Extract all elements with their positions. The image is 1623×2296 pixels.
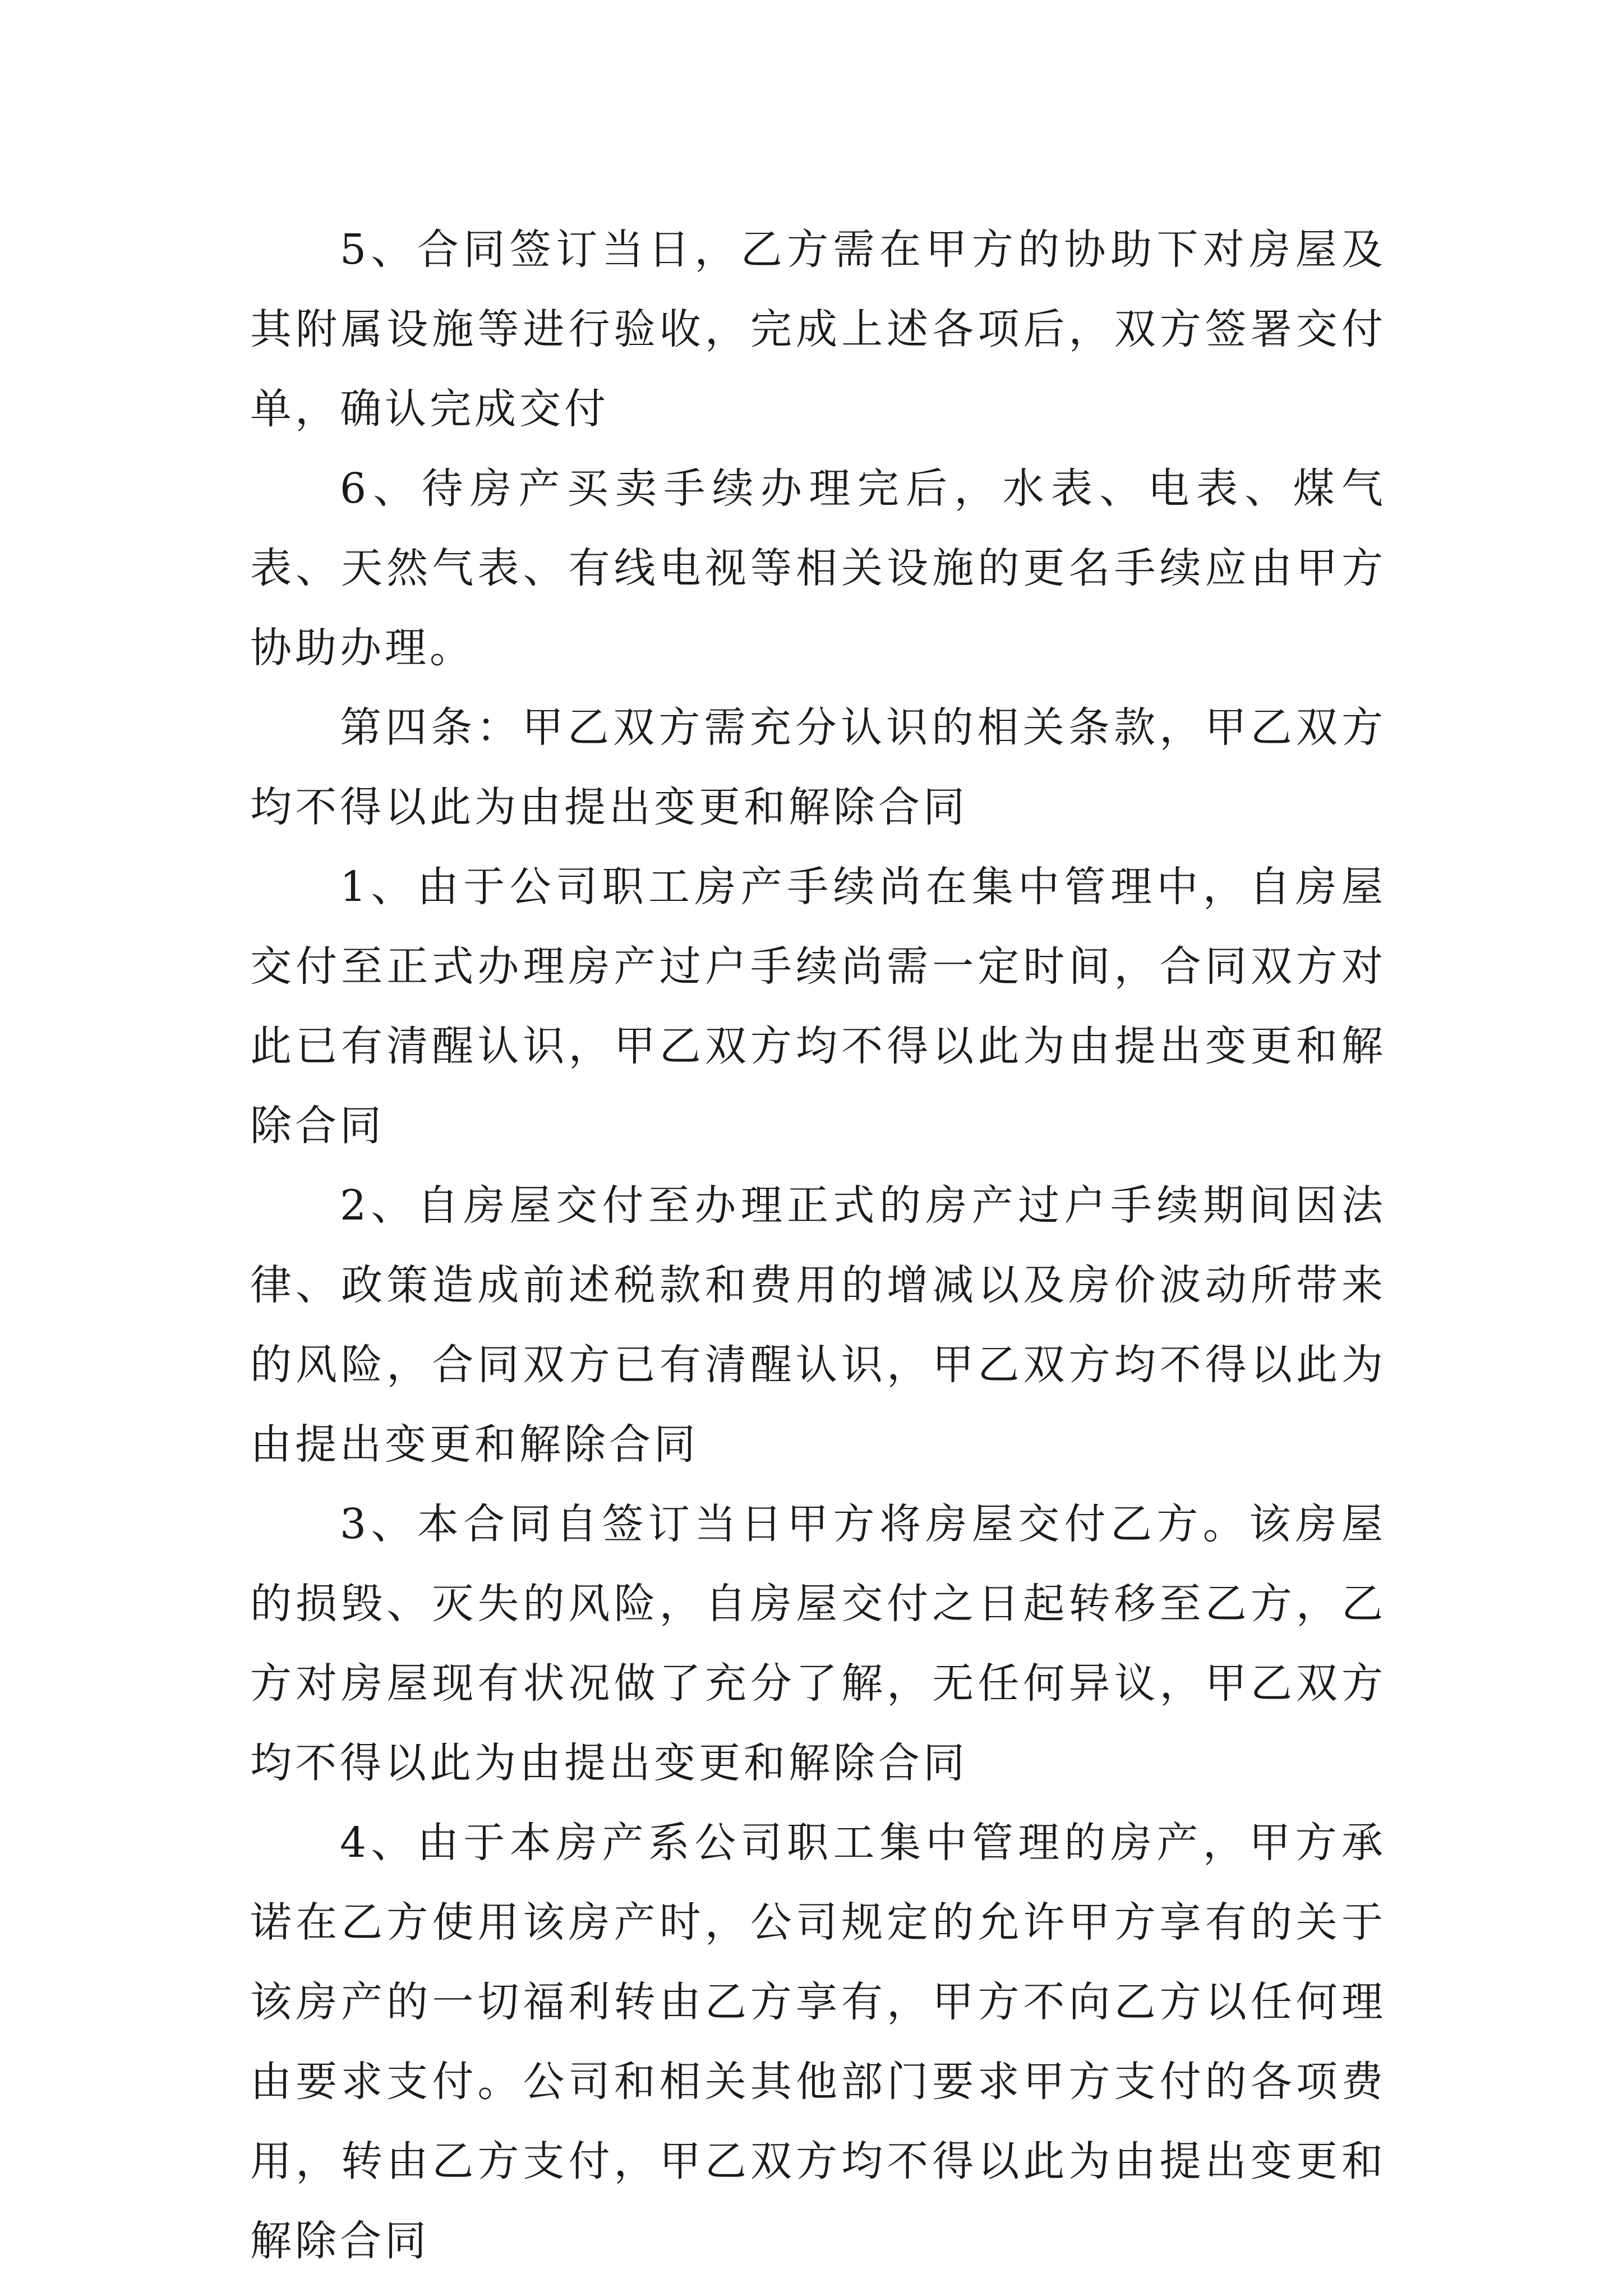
paragraph-clause-5: 5、合同签订当日，乙方需在甲方的协助下对房屋及其附属设施等进行验收，完成上述各项后，双方签署交付单，确认完成交付 [250, 226, 1386, 433]
paragraph-article-4-heading: 第四条：甲乙双方需充分认识的相关条款，甲乙双方均不得以此为由提出变更和解除合同 [250, 703, 1386, 831]
document-body [250, 210, 1386, 2281]
paragraph-article-4-item-4: 4、由于本房产系公司职工集中管理的房产，甲方承诺在乙方使用该房产时，公司规定的允许甲方享有的关于该房产的一切福利转由乙方享有，甲方不向乙方以任何理由要求支付。公司和相关其他部门要求甲方支付的各项费用，转由乙方支付，甲乙双方均不得以此为由提出变更和解除合同 [250, 1819, 1386, 2265]
paragraph-article-4-item-2: 2、自房屋交付至办理正式的房产过户手续期间因法律、政策造成前述税款和费用的增减以及房价波动所带来的风险，合同双方已有清醒认识，甲乙双方均不得以此为由提出变更和解除合同 [250, 1181, 1386, 1469]
paragraph-article-4-item-3: 3、本合同自签订当日甲方将房屋交付乙方。该房屋的损毁、灭失的风险，自房屋交付之日起转移至乙方，乙方对房屋现有状况做了充分了解，无任何异议，甲乙双方均不得以此为由提出变更和解除合同 [250, 1500, 1386, 1787]
paragraph-article-4-item-1: 1、由于公司职工房产手续尚在集中管理中，自房屋交付至正式办理房产过户手续尚需一定时间，合同双方对此已有清醒认识，甲乙双方均不得以此为由提出变更和解除合同 [250, 863, 1386, 1150]
paragraph-clause-6: 6、待房产买卖手续办理完后，水表、电表、煤气表、天然气表、有线电视等相关设施的更名手续应由甲方协助办理。 [250, 464, 1386, 672]
